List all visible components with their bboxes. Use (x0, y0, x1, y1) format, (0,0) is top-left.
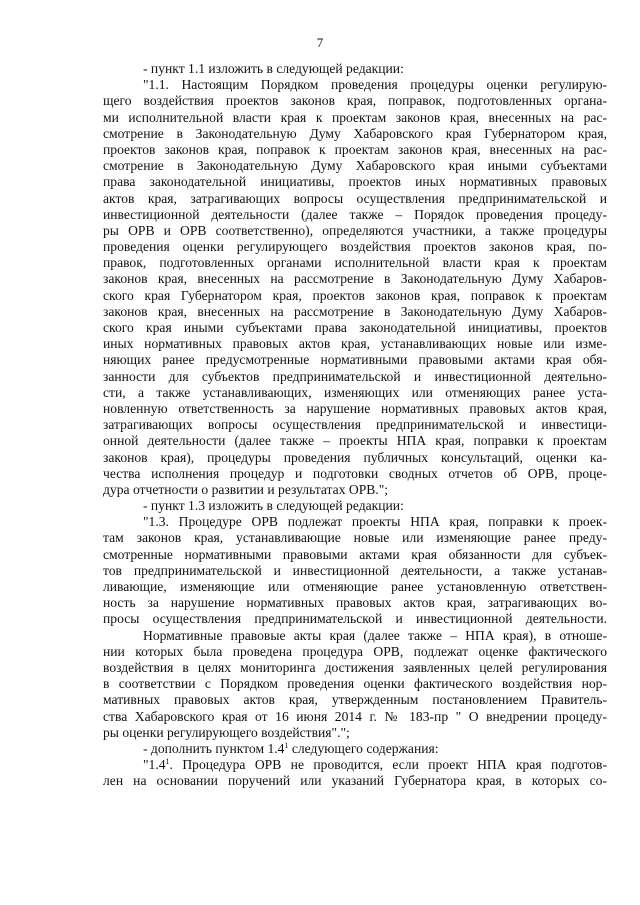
text-line: щего воздействия проектов законов края, поправок, подготовленных органа- (103, 93, 607, 109)
text-line: воздействия в целях мониторинга достижения заявленных целей регулирования (103, 659, 607, 675)
text-line: проведения оценки регулирующего воздействия проектов законов края, по- (103, 239, 607, 255)
text-line: там законов края, устанавливающие новые или изменяющие ранее преду- (103, 530, 607, 546)
text-line: права законодательной инициативы, проектов иных нормативных правовых (103, 174, 607, 190)
text-line: новленную ответственность за нарушение нормативных правовых актов края, (103, 400, 607, 416)
text-line: "1.1. Настоящим Порядком проведения процедуры оценки регулирую- (143, 77, 607, 93)
text-line: законов края, внесенных на рассмотрение в Законодательную Думу Хабаров- (103, 271, 607, 287)
text-line: инвестиционной деятельности (далее также – Порядок проведения процеду- (103, 206, 607, 222)
text-line: иных нормативных правовых актов края, устанавливающих новые или изме- (103, 336, 607, 352)
text-line: сти, а также устанавливающих, изменяющих или отменяющих ранее уста- (103, 384, 607, 400)
text-line: - пункт 1.3 изложить в следующей редакции: (143, 498, 404, 514)
text-line: смотрение в Законодательную Думу Хабаровского края иными субъектами (103, 158, 607, 174)
text-line: няющих ранее предусмотренные нормативными правовыми актами края обя- (103, 352, 607, 368)
page-number: 7 (316, 35, 324, 50)
text-line: ры ОРВ и ОРВ соответственно), определяются участники, а также процедуры (103, 222, 607, 238)
text-line: просы осуществления предпринимательской и инвестиционной деятельности. (103, 611, 607, 627)
superscript: 1 (284, 740, 289, 750)
text-line: мативных правовых актов края, утвержденным постановлением Правитель- (103, 692, 607, 708)
document-body (103, 61, 607, 789)
text-line: правок, подготовленных органами исполнительной власти края к проектам (103, 255, 607, 271)
text-line: чества исполнения процедур и подготовки сводных отчетов об ОРВ, проце- (103, 465, 607, 481)
text-line: ми исполнительной власти края к проектам законов края, внесенных на рас- (103, 109, 607, 125)
text-line: ского края Губернатором края, проектов законов края, поправок к проектам (103, 287, 607, 303)
text-line: ность за нарушение нормативных правовых актов края, затрагивающих во- (103, 595, 607, 611)
text-line: дура отчетности о развитии и результатах ОРВ."; (103, 481, 389, 497)
text-line: - дополнить пунктом $1.4^1$ следующего содержания: (143, 740, 439, 756)
text-line: ства Хабаровского края от 16 июня 2014 г. № 183-пр " О внедрении процеду- (103, 708, 607, 724)
text-line: "$1.4^1$. Процедура ОРВ не проводится, если проект НПА края подготов- (143, 757, 607, 773)
text-line: актов края, затрагивающих вопросы осуществления предпринимательской и (103, 190, 607, 206)
text-line: онной деятельности (далее также – проекты НПА края, поправки к проектам (103, 433, 607, 449)
text-line: - пункт 1.1 изложить в следующей редакции: (143, 61, 404, 76)
text-line: ры оценки регулирующего воздействия"."; (103, 724, 350, 740)
text-line: ского края иными субъектами права законодательной инициативы, проектов (103, 320, 607, 335)
text-line: Нормативные правовые акты края (далее также – НПА края), в отноше- (143, 627, 607, 643)
text-line: затрагивающих вопросы осуществления предпринимательской и инвестици- (103, 417, 607, 433)
text-line: лен на основании поручений или указаний Губернатора края, в которых со- (103, 773, 607, 789)
text-line: смотрение в Законодательную Думу Хабаровского края Губернатором края, (103, 125, 607, 141)
text-line: тов предпринимательской и инвестиционной деятельности, а также устанав- (103, 562, 607, 578)
text-line: "1.3. Процедуре ОРВ подлежат проекты НПА края, поправки к проек- (143, 514, 607, 530)
text-line: проектов законов края, поправок к проектам законов края, внесенных на рас- (103, 141, 607, 157)
superscript: 1 (165, 757, 170, 767)
text-line: законов края), процедуры проведения публичных консультаций, оценки ка- (103, 449, 607, 465)
text-line: занности для субъектов предпринимательской и инвестиционной деятельно- (103, 368, 607, 384)
text-line: нии которых была проведена процедура ОРВ, подлежат оценке фактического (103, 643, 607, 659)
text-line: ливающие, изменяющие или отменяющие ранее установленную ответствен- (103, 579, 607, 594)
text-line: смотренные нормативными правовыми актами края обязанности для субъек- (103, 546, 607, 562)
text-line: в соответствии с Порядком проведения оценки фактического воздействия нор- (103, 676, 607, 692)
text-line: законов края, внесенных на рассмотрение в Законодательную Думу Хабаров- (103, 303, 607, 319)
